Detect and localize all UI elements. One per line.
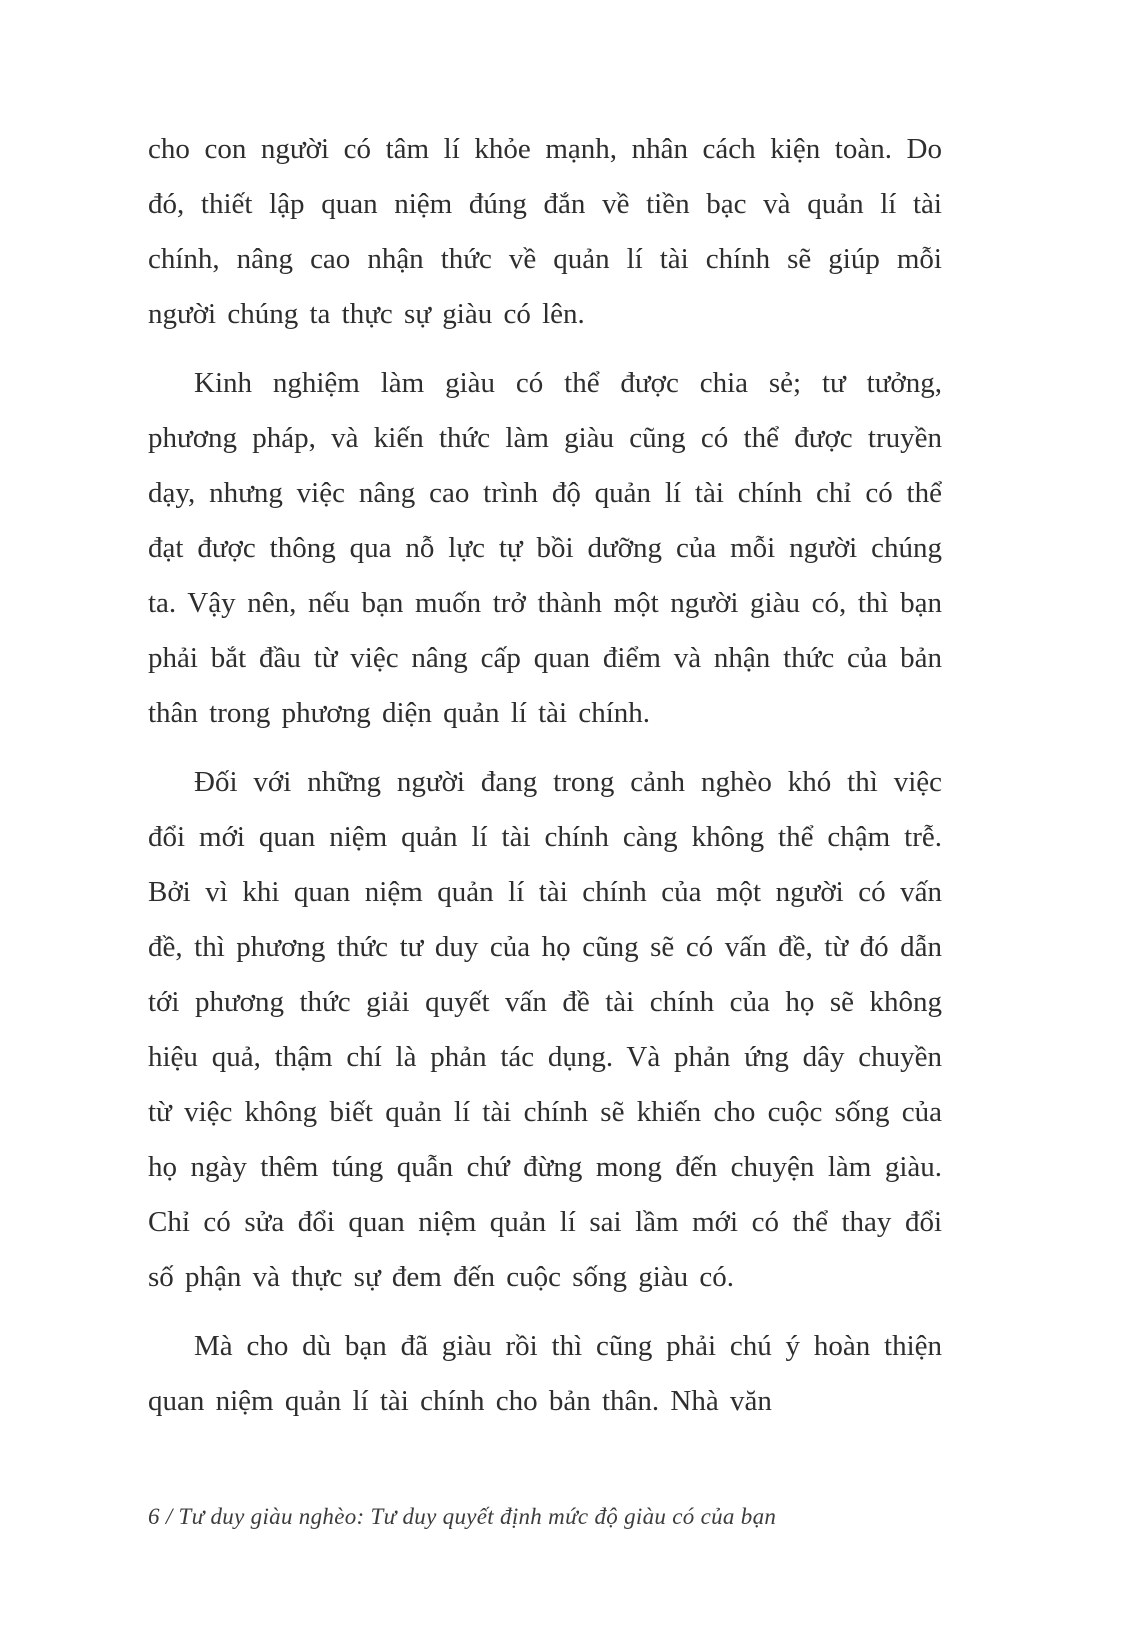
page-footer bbox=[148, 1502, 942, 1532]
page-body bbox=[148, 122, 942, 1443]
page-number: 6 bbox=[148, 1504, 160, 1529]
footer-separator: / bbox=[165, 1504, 173, 1529]
paragraph: Đối với những người đang trong cảnh nghèo khó thì việc đổi mới quan niệm quản lí tài chính càng không thể chậm trễ. Bởi vì khi quan niệm quản lí tài chính của một người có vấn đề, thì phương thức tư duy của họ cũng sẽ có vấn đề, từ đó dẫn tới phương thức giải quyết vấn đề tài chính của họ sẽ không hiệu quả, thậm chí là phản tác dụng. Và phản ứng dây chuyền từ việc không biết quản lí tài chính sẽ khiến cho cuộc sống của họ ngày thêm túng quẫn chứ đừng mong đến chuyện làm giàu. Chỉ có sửa đổi quan niệm quản lí sai lầm mới có thể thay đổi số phận và thực sự đem đến cuộc sống giàu có. bbox=[148, 766, 942, 1293]
paragraph-continuation: cho con người có tâm lí khỏe mạnh, nhân cách kiện toàn. Do đó, thiết lập quan niệm đúng đắn về tiền bạc và quản lí tài chính, nâng cao nhận thức về quản lí tài chính sẽ giúp mỗi người chúng ta thực sự giàu có lên. bbox=[148, 133, 942, 330]
paragraph: Mà cho dù bạn đã giàu rồi thì cũng phải chú ý hoàn thiện quan niệm quản lí tài chính cho bản thân. Nhà văn bbox=[148, 1330, 942, 1417]
paragraph: Kinh nghiệm làm giàu có thể được chia sẻ; tư tưởng, phương pháp, và kiến thức làm giàu cũng có thể được truyền dạy, nhưng việc nâng cao trình độ quản lí tài chính chỉ có thể đạt được thông qua nỗ lực tự bồi dưỡng của mỗi người chúng ta. Vậy nên, nếu bạn muốn trở thành một người giàu có, thì bạn phải bắt đầu từ việc nâng cấp quan điểm và nhận thức của bản thân trong phương diện quản lí tài chính. bbox=[148, 367, 942, 729]
book-title: Tư duy giàu nghèo: Tư duy quyết định mức độ giàu có của bạn bbox=[178, 1504, 777, 1529]
